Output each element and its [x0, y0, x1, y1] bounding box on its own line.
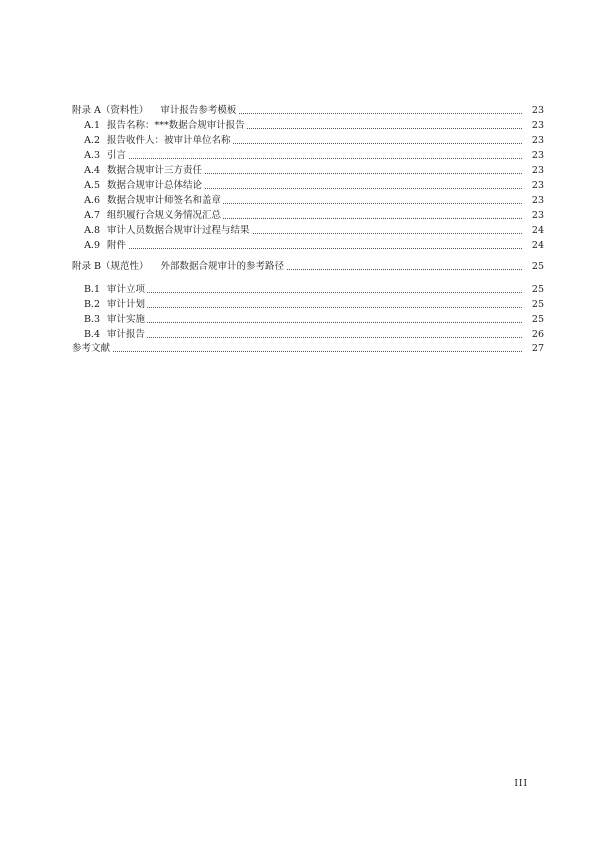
toc-entry-number: A.7: [84, 210, 100, 221]
toc-entry-a1[interactable]: [0, 118, 600, 133]
toc-entry-b2[interactable]: [0, 297, 600, 312]
toc-entry-a7[interactable]: [0, 208, 600, 223]
toc-entry-title: 审计立项: [107, 284, 146, 295]
toc-entry-number: A.1: [84, 120, 100, 131]
toc-entry-page: 23: [522, 118, 544, 133]
toc-entry-title: 审计实施: [107, 314, 146, 325]
toc-entry-label: [72, 297, 147, 312]
dot-leader: [72, 158, 528, 159]
toc-entry-label: [72, 341, 112, 356]
toc-entry-title: 审计人员数据合规审计过程与结果: [107, 225, 250, 236]
toc-entry-page: 23: [522, 208, 544, 223]
toc-entry-title: 数据合规审计总体结论: [107, 180, 203, 191]
toc-entry-page: 25: [522, 297, 544, 312]
toc-entry-page: 24: [522, 238, 544, 253]
toc-entry-title: 参考文献: [72, 343, 111, 354]
toc-entry-label: [72, 327, 147, 342]
toc-entry-page: 25: [522, 282, 544, 297]
toc-entry-title: 外部数据合规审计的参考路径: [160, 261, 285, 272]
toc-entry-page: 23: [522, 193, 544, 208]
toc-entry-label: [72, 148, 128, 163]
toc-entry-label: [72, 178, 204, 193]
toc-entry-number: A.5: [84, 180, 100, 191]
toc-entry-a6[interactable]: [0, 193, 600, 208]
toc-entry-number: A.3: [84, 150, 100, 161]
toc-entry-page: 23: [522, 163, 544, 178]
toc-entry-number: A.6: [84, 195, 100, 206]
toc-entry-title: 附件: [107, 240, 127, 251]
toc-entry-label: [72, 223, 252, 238]
toc-entry-title: 组织履行合规义务情况汇总: [107, 210, 222, 221]
toc-entry-page: 27: [522, 341, 544, 356]
toc-entry-label: [72, 193, 223, 208]
toc-entry-a9[interactable]: [0, 238, 600, 253]
toc-entry-a3[interactable]: [0, 148, 600, 163]
toc-entry-title: 审计报告: [107, 329, 146, 340]
toc-entry-references[interactable]: [0, 341, 600, 356]
toc-entry-page: 23: [522, 133, 544, 148]
toc-entry-title: 审计报告参考模板: [160, 105, 237, 116]
toc-entry-title: 审计计划: [107, 299, 146, 310]
toc-entry-label: [72, 259, 286, 274]
toc-entry-b1[interactable]: [0, 282, 600, 297]
toc-entry-title: 数据合规审计师签名和盖章: [107, 195, 222, 206]
toc-entry-number: A.8: [84, 225, 100, 236]
toc-entry-label: [72, 238, 128, 253]
toc-entry-label: [72, 208, 223, 223]
dot-leader: [72, 248, 528, 249]
toc-entry-a8[interactable]: [0, 223, 600, 238]
dot-leader: [72, 351, 528, 352]
toc-entry-page: 24: [522, 223, 544, 238]
toc-entry-b4[interactable]: [0, 327, 600, 342]
toc-entry-title: 报告收件人：被审计单位名称: [107, 135, 231, 146]
toc-entry-label: [72, 163, 204, 178]
toc-entry-number: 附录 A（资料性）: [72, 105, 149, 116]
page-number: III: [514, 779, 528, 789]
toc-entry-page: 25: [522, 312, 544, 327]
toc-entry-number: B.2: [83, 299, 100, 310]
toc-entry-a2[interactable]: [0, 133, 600, 148]
toc-entry-b3[interactable]: [0, 312, 600, 327]
toc-entry-label: [72, 312, 147, 327]
toc-entry-number: B.4: [83, 329, 100, 340]
toc-entry-number: A.2: [84, 135, 100, 146]
toc-entry-title: 数据合规审计三方责任: [107, 165, 203, 176]
toc-entry-label: [72, 282, 147, 297]
toc-entry-page: 25: [522, 259, 544, 274]
toc-entry-number: 附录 B（规范性）: [72, 261, 149, 272]
toc-entry-page: 23: [522, 178, 544, 193]
toc-entry-appendix-b[interactable]: [0, 259, 600, 274]
toc-entry-title: 引言: [107, 150, 127, 161]
toc-entry-number: A.4: [84, 165, 100, 176]
toc-entry-appendix-a[interactable]: [0, 103, 600, 118]
toc-entry-page: 23: [522, 103, 544, 118]
toc-entry-a4[interactable]: [0, 163, 600, 178]
toc-entry-number: B.3: [83, 314, 100, 325]
toc-entry-number: A.9: [84, 240, 100, 251]
toc-entry-label: [72, 133, 233, 148]
toc-entry-page: 26: [522, 327, 544, 342]
toc-entry-page: 23: [522, 148, 544, 163]
toc-entry-label: [72, 118, 247, 133]
toc-entry-a5[interactable]: [0, 178, 600, 193]
toc-entry-title: 报告名称：***数据合规审计报告: [107, 120, 245, 131]
toc-entry-number: B.1: [83, 284, 100, 295]
toc-entry-label: [72, 103, 238, 118]
